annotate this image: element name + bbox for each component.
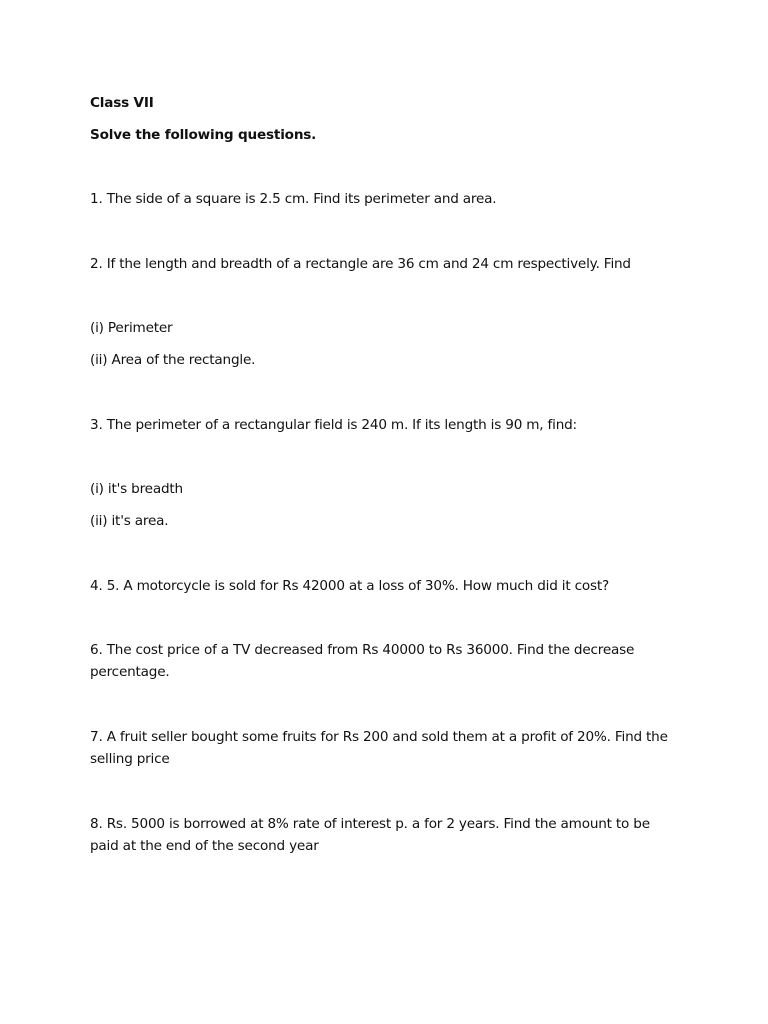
question-2-part-i: (i) Perimeter: [90, 320, 173, 336]
question-6: 6. The cost price of a TV decreased from Rs 40000 to Rs 36000. Find the decrease percentage.: [90, 642, 635, 680]
question-2: 2. If the length and breadth of a rectangle are 36 cm and 24 cm respectively. Find: [90, 256, 631, 272]
question-7: 7. A fruit seller bought some fruits for Rs 200 and sold them at a profit of 20%. Find the selling price: [90, 729, 668, 767]
question-2-part-ii: (ii) Area of the rectangle.: [90, 352, 256, 368]
class-title: Class VII: [90, 95, 154, 111]
question-3-part-i: (i) it's breadth: [90, 481, 183, 497]
question-1: 1. The side of a square is 2.5 cm. Find its perimeter and area.: [90, 191, 497, 207]
question-3: 3. The perimeter of a rectangular field is 240 m. If its length is 90 m, find:: [90, 417, 577, 433]
question-8: 8. Rs. 5000 is borrowed at 8% rate of interest p. a for 2 years. Find the amount to be paid at the end of the second year: [90, 816, 650, 854]
question-3-part-ii: (ii) it's area.: [90, 513, 169, 529]
question-4-5: 4. 5. A motorcycle is sold for Rs 42000 at a loss of 30%. How much did it cost?: [90, 578, 610, 594]
instruction-heading: Solve the following questions.: [90, 127, 317, 143]
